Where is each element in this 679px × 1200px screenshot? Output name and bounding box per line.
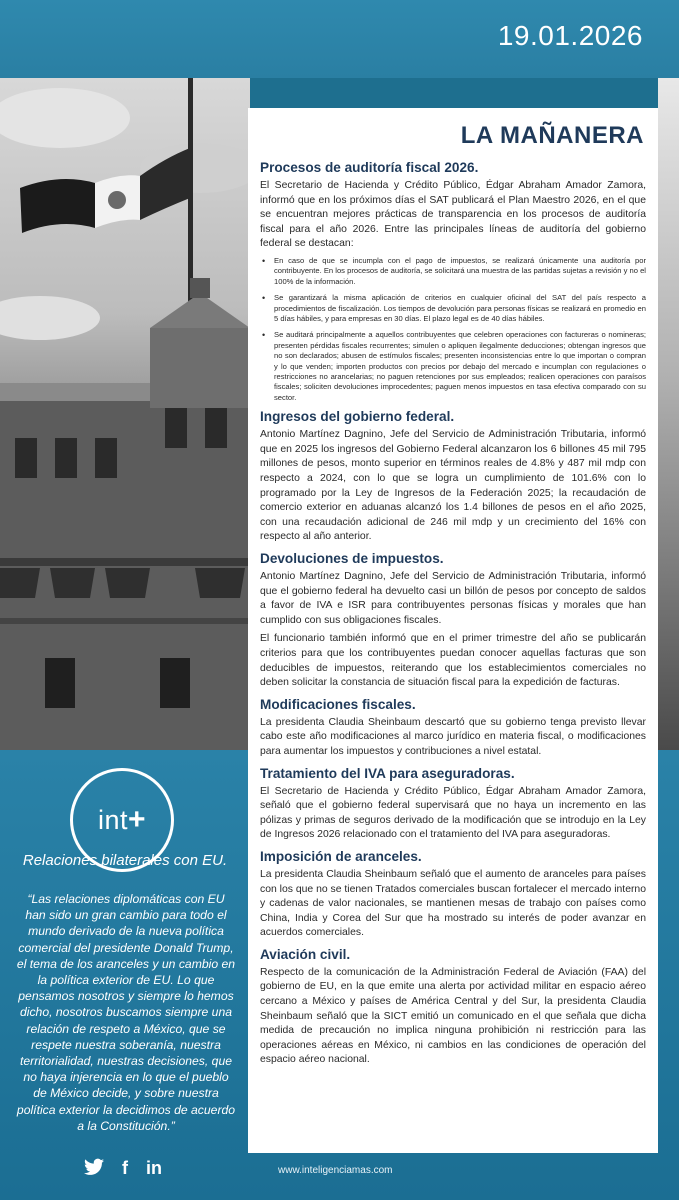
article-section (260, 160, 646, 403)
section-paragraph: El funcionario también informó que en el primer trimestre del año se publicarán criterios para que los contribuyentes puedan conocer aquellas facturas que son deducibles de impuestos, reiterando que los establecimientos comerciales no deben solicitar la constancia de situación fiscal para la expedición de facturas. (260, 633, 646, 689)
section-heading: Imposición de aranceles. (260, 848, 422, 864)
article-section (260, 766, 646, 843)
twitter-icon[interactable] (84, 1158, 104, 1181)
photo-edge (658, 78, 679, 750)
card-body (260, 160, 646, 1074)
card-title: LA MAÑANERA (460, 122, 644, 149)
section-heading: Ingresos del gobierno federal. (260, 409, 455, 425)
section-paragraph: Antonio Martínez Dagnino, Jefe del Servicio de Administración Tributaria, informó que en 2025 los ingresos del Gobierno Federal alcanzaron los 6 billones 45 mil 795 millones de pesos, monto superior en términos reales de 4.8% y 487 mil mdp con respecto a 2024, con lo que se logra un cumplimiento de 101.6% con lo programado por la Ley de Ingresos de la Federación 2025; la recaudación de comercio exterior en aduanas alcanzó los 1.4 billones de pesos en el año 2025, con una recaudación adicional de 246 mil mdp y un crecimiento del 16% con respecto al año anterior. (260, 429, 646, 543)
bullet-list (260, 256, 646, 403)
section-paragraph: La presidenta Claudia Sheinbaum señaló que el aumento de aranceles para países con los que no se tienen Tratados comerciales buscan fortalecer el mercado interno y cadenas de valor nacionales, se mantienen mesas de trabajo con países como China, India y Corea del Sur que ha mostrado su interés de poder avanzar en acuerdos comerciales. (260, 868, 646, 939)
section-paragraph: La presidenta Claudia Sheinbaum descartó que su gobierno tenga previsto llevar cabo este año modificaciones al marco jurídico en materia fiscal, o modificaciones para aumentar los impuestos y contribuciones a nivel estatal. (260, 716, 646, 757)
article-section (260, 409, 646, 545)
section-heading: Modificaciones fiscales. (260, 696, 416, 712)
article-card (248, 108, 658, 1153)
header-band (0, 0, 679, 78)
section-paragraph: Respecto de la comunicación de la Administración Federal de Aviación (FAA) del gobierno de EU, en la que emite una alerta por actividad militar en espacio aéreo cercano a México y países de América Central y del Sur, la presidenta Claudia Sheinbaum señaló que la SICT emitió un comunicado en el que señala que dicha medida de precaución no implica ninguna prohibición ni restricción para las operaciones aéreas en México, ni cambios en las condiciones de operación del espacio aéreo nacional. (260, 966, 646, 1066)
article-section (260, 849, 646, 941)
publication-date: 19.01.2026 (497, 20, 643, 51)
palace-building (0, 278, 250, 750)
section-heading: Procesos de auditoría fiscal 2026. (260, 160, 479, 175)
section-heading: Tratamiento del IVA para aseguradoras. (260, 765, 515, 781)
bullet-item: • Se garantizará la misma aplicación de criterios en cualquier oficinal del SAT del país respecto a procedimientos de fiscalización. Los tiempos de devolución para personas físicas se realizará en promedio en 5 días hábiles, y para empresas en 30 días. El plazo legal es de 40 días hábiles. (260, 293, 646, 324)
section-heading: Devoluciones de impuestos. (260, 551, 444, 566)
logo-text: int (97, 804, 128, 835)
side-quote: “Las relaciones diplomáticas con EU han sido un gran cambio para todo el mundo derivado de la nueva política comercial del presidente Donald Trump, el tema de los aranceles y un cambio en la política exterior de EU. Lo que pensamos nosotros y siempre lo hemos dicho, nosotros buscamos siempre una relación de respeto a México, que se respete nuestra soberanía, nuestra territorialidad, nuestras decisiones, que no haya injerencia en lo que el pueblo de México decide, y sobre nuestra política exterior la decidimos de acuerdo a la Constitución.” (16, 892, 236, 1133)
palace-photo (0, 78, 250, 750)
side-section-title: Relaciones bilaterales con EU. (22, 852, 228, 869)
palace-illustration (0, 78, 250, 750)
article-section (260, 947, 646, 1068)
article-section (260, 697, 646, 760)
linkedin-icon[interactable]: in (146, 1158, 162, 1178)
section-heading: Aviación civil. (260, 946, 351, 962)
flag (20, 148, 190, 233)
section-paragraph: El Secretario de Hacienda y Crédito Público, Édgar Abraham Amador Zamora, señaló que el gobierno federal supervisará que no haya un incremento en las pólizas y primas de seguros derivado de la modificación que se introdujo en la Ley de Ingresos 2026 relacionado con el tratamiento del IVA para aseguradoras. (260, 785, 646, 841)
facebook-icon[interactable]: f (122, 1158, 128, 1178)
social-links (84, 1158, 162, 1181)
bullet-item: • En caso de que se incumpla con el pago de impuestos, se realizará únicamente una auditoría por contribuyente. En los procesos de auditoría, se solicitará una muestra de las partidas sujetas a revisión y no el 100% de la información. (260, 256, 646, 287)
bullet-item: • Se auditará principalmente a aquellos contribuyentes que celebren operaciones con factureras o nomineras; presenten pérdidas fiscales recurrentes; simulen o apliquen ilegalmente deducciones; obtengan ingresos que no son declarados; abusen de estímulos fiscales; presenten inconsistencias entre lo que importan o compran y lo que venden; importen productos con precios por debajo del mercado e incumplan con regulaciones o restricciones no arancelarias; no paguen retenciones por sus empleados; realicen operaciones con paraísos fiscales; soliciten devoluciones improcedentes; paguen menos impuestos en tasa efectiva comparado con su sector. (260, 330, 646, 403)
logo-plus: + (128, 803, 147, 836)
section-paragraph: Antonio Martínez Dagnino, Jefe del Servicio de Administración Tributaria, informó que el gobierno federal ha devuelto casi un billón de pesos por concepto de saldos a favor de IVA e ISR para contribuyentes personas físicas y morales que han cumplido con sus obligaciones fiscales. (260, 571, 646, 626)
article-section (260, 551, 646, 691)
section-paragraph: El Secretario de Hacienda y Crédito Público, Édgar Abraham Amador Zamora, informó que en los próximos días el SAT publicará el Plan Maestro 2026, en el que se encuentran mejores prácticas de transparencia en los procesos de auditoría fiscal para el año 2026. Entre las principales líneas de auditoría del gobierno federal se destacan: (260, 180, 646, 250)
website-link[interactable]: www.inteligenciamas.com (278, 1165, 393, 1176)
